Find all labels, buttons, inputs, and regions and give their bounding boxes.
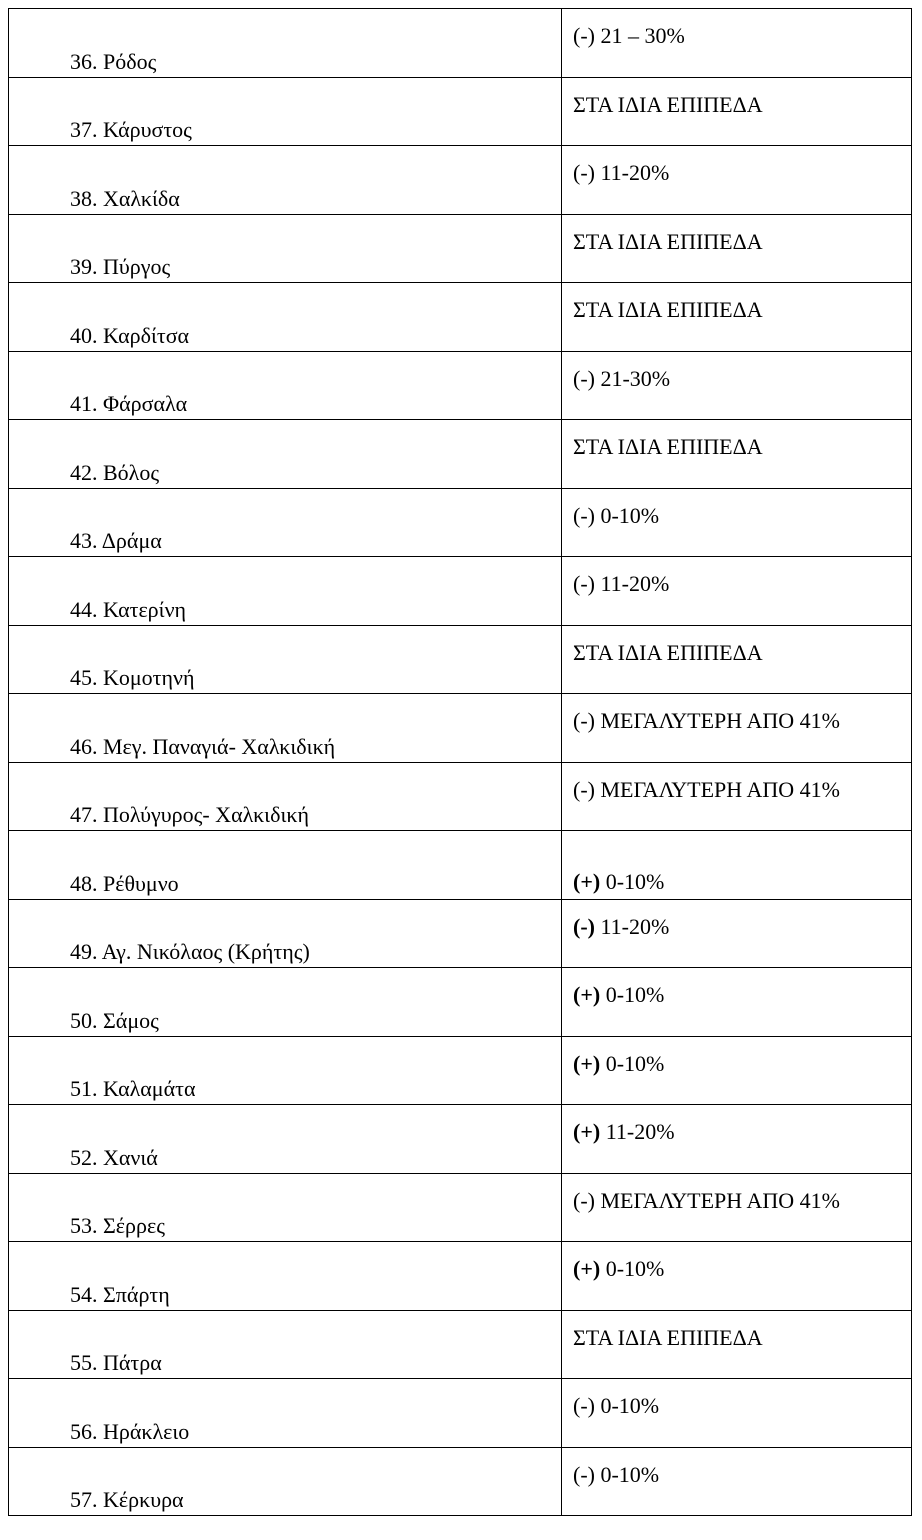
- table-row: [9, 1310, 912, 1379]
- table-row: [9, 283, 912, 352]
- city-cell: 36. Ρόδος: [9, 9, 562, 78]
- city-cell: 38. Χαλκίδα: [9, 146, 562, 215]
- change-cell: (-) 0-10%: [562, 1447, 912, 1516]
- change-cell: ΣΤΑ ΙΔΙΑ ΕΠΙΠΕΔΑ: [562, 214, 912, 283]
- table-row: [9, 420, 912, 489]
- change-cell: (-) 11-20%: [562, 557, 912, 626]
- city-cell: 43. Δράμα: [9, 488, 562, 557]
- change-cell: (-) 21-30%: [562, 351, 912, 420]
- city-cell: 48. Ρέθυμνο: [9, 831, 562, 900]
- table-row: [9, 146, 912, 215]
- change-value: 0-10%: [600, 1256, 665, 1281]
- change-cell: (-) 21 – 30%: [562, 9, 912, 78]
- table-body: [9, 9, 912, 1516]
- table-row: [9, 1242, 912, 1311]
- table-row: [9, 77, 912, 146]
- city-cell: 44. Κατερίνη: [9, 557, 562, 626]
- change-sign: (+): [573, 1119, 601, 1144]
- change-sign: (+): [573, 1050, 601, 1076]
- change-sign: (+): [573, 982, 601, 1007]
- change-cell: ΣΤΑ ΙΔΙΑ ΕΠΙΠΕΔΑ: [562, 1310, 912, 1379]
- city-cell: 40. Καρδίτσα: [9, 283, 562, 352]
- change-value: 0-10%: [600, 1050, 665, 1076]
- change-cell: [562, 1105, 912, 1174]
- city-cell: 49. Αγ. Νικόλαος (Κρήτης): [9, 899, 562, 968]
- change-sign: (-): [573, 913, 595, 939]
- change-cell: (-) ΜΕΓΑΛΥΤΕΡΗ ΑΠΟ 41%: [562, 1173, 912, 1242]
- city-cell: 53. Σέρρες: [9, 1173, 562, 1242]
- city-cell: 46. Μεγ. Παναγιά- Χαλκιδική: [9, 694, 562, 763]
- table-row: [9, 1173, 912, 1242]
- city-cell: 54. Σπάρτη: [9, 1242, 562, 1311]
- table-row: [9, 1447, 912, 1516]
- change-cell: ΣΤΑ ΙΔΙΑ ΕΠΙΠΕΔΑ: [562, 420, 912, 489]
- city-change-table: [8, 8, 912, 1516]
- table-row: [9, 488, 912, 557]
- city-cell: 41. Φάρσαλα: [9, 351, 562, 420]
- city-cell: 51. Καλαμάτα: [9, 1036, 562, 1105]
- change-value: 0-10%: [600, 982, 665, 1007]
- table-row: [9, 968, 912, 1037]
- table-row: [9, 831, 912, 900]
- city-cell: 39. Πύργος: [9, 214, 562, 283]
- table-row: [9, 351, 912, 420]
- table-row: [9, 1105, 912, 1174]
- table-row: [9, 214, 912, 283]
- change-cell: (-) 0-10%: [562, 1379, 912, 1448]
- change-cell: ΣΤΑ ΙΔΙΑ ΕΠΙΠΕΔΑ: [562, 625, 912, 694]
- table-row: [9, 899, 912, 968]
- city-cell: 42. Βόλος: [9, 420, 562, 489]
- change-cell: (-) 11-20%: [562, 146, 912, 215]
- change-cell: [562, 1036, 912, 1105]
- change-cell: [562, 831, 912, 900]
- change-cell: [562, 1242, 912, 1311]
- city-cell: 45. Κομοτηνή: [9, 625, 562, 694]
- table-row: [9, 762, 912, 831]
- city-cell: 56. Ηράκλειο: [9, 1379, 562, 1448]
- table-row: [9, 9, 912, 78]
- change-cell: [562, 968, 912, 1037]
- city-cell: 57. Κέρκυρα: [9, 1447, 562, 1516]
- change-cell: ΣΤΑ ΙΔΙΑ ΕΠΙΠΕΔΑ: [562, 77, 912, 146]
- change-sign: (+): [573, 1256, 601, 1281]
- city-cell: 55. Πάτρα: [9, 1310, 562, 1379]
- change-value: 0-10%: [600, 868, 665, 894]
- city-cell: 37. Κάρυστος: [9, 77, 562, 146]
- change-cell: [562, 899, 912, 968]
- city-cell: 47. Πολύγυρος- Χαλκιδική: [9, 762, 562, 831]
- change-value: 11-20%: [600, 1119, 675, 1144]
- change-cell: (-) ΜΕΓΑΛΥΤΕΡΗ ΑΠΟ 41%: [562, 762, 912, 831]
- table-row: [9, 625, 912, 694]
- change-sign: (+): [573, 868, 601, 894]
- change-cell: (-) 0-10%: [562, 488, 912, 557]
- city-cell: 52. Χανιά: [9, 1105, 562, 1174]
- change-cell: ΣΤΑ ΙΔΙΑ ΕΠΙΠΕΔΑ: [562, 283, 912, 352]
- table-row: [9, 1379, 912, 1448]
- table-row: [9, 557, 912, 626]
- change-cell: (-) ΜΕΓΑΛΥΤΕΡΗ ΑΠΟ 41%: [562, 694, 912, 763]
- city-cell: 50. Σάμος: [9, 968, 562, 1037]
- table-row: [9, 1036, 912, 1105]
- table-row: [9, 694, 912, 763]
- change-value: 11-20%: [594, 913, 670, 939]
